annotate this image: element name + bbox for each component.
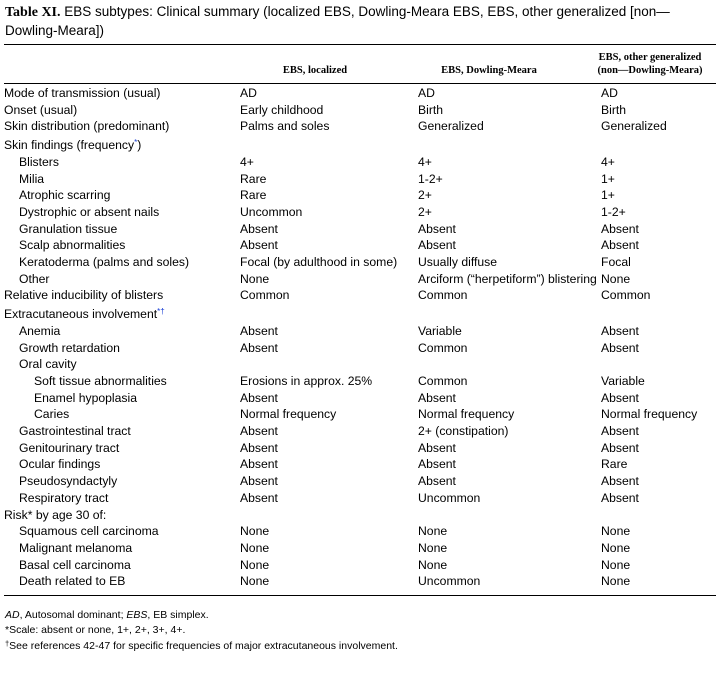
- table-row: [4, 523, 716, 540]
- row-label: [4, 507, 240, 524]
- row-label: [4, 390, 240, 407]
- cell-value: 4+: [601, 154, 615, 169]
- cell-value: Common: [601, 288, 651, 303]
- row-label: [4, 406, 240, 423]
- cell-c2: [240, 85, 418, 102]
- cell-value: None: [601, 271, 631, 286]
- cell-value: Uncommon: [240, 204, 303, 219]
- row-label: [4, 423, 240, 440]
- cell-c4: [601, 154, 716, 171]
- cell-value: Palms and soles: [240, 119, 330, 134]
- cell-value: Normal frequency: [240, 407, 337, 422]
- cell-c3: [418, 356, 601, 373]
- row-label: [4, 323, 240, 340]
- cell-c2: [240, 507, 418, 524]
- cell-c2: [240, 356, 418, 373]
- row-label-text: Caries: [34, 407, 70, 422]
- row-label: [4, 490, 240, 507]
- cell-value: Common: [418, 340, 468, 355]
- row-label-text: Squamous cell carcinoma: [19, 524, 159, 539]
- footnote-references: [5, 637, 716, 654]
- cell-value: 2+: [418, 204, 432, 219]
- cell-c4: [601, 254, 716, 271]
- cell-value: None: [601, 574, 631, 589]
- cell-c3: [418, 135, 601, 154]
- cell-value: None: [418, 524, 448, 539]
- cell-value: Absent: [240, 390, 278, 405]
- cell-c4: [601, 440, 716, 457]
- header-ebs-localized: EBS, localized: [282, 65, 348, 76]
- cell-c2: [240, 573, 418, 590]
- cell-value: Absent: [601, 440, 639, 455]
- table-row: [4, 373, 716, 390]
- footnote-marker: *†: [157, 307, 165, 317]
- cell-c4: [601, 221, 716, 238]
- cell-c4: [601, 490, 716, 507]
- cell-value: None: [240, 574, 270, 589]
- cell-c3: [418, 254, 601, 271]
- table-row: [4, 118, 716, 135]
- row-label-text: Extracutaneous involvement: [4, 307, 158, 322]
- row-label: [4, 573, 240, 590]
- table-row: [4, 356, 716, 373]
- cell-c4: [601, 406, 716, 423]
- cell-value: 2+: [418, 188, 432, 203]
- cell-c2: [240, 154, 418, 171]
- cell-value: Variable: [601, 373, 645, 388]
- table-row: [4, 254, 716, 271]
- table-row: [4, 85, 716, 102]
- cell-c2: [240, 490, 418, 507]
- cell-value: Absent: [240, 238, 278, 253]
- footnote-scale: *Scale: absent or none, 1+, 2+, 3+, 4+.: [5, 623, 186, 636]
- cell-value: Usually diffuse: [418, 255, 498, 270]
- row-label: [4, 237, 240, 254]
- cell-c4: [601, 540, 716, 557]
- cell-value: Absent: [418, 440, 456, 455]
- caption-text: EBS subtypes: Clinical summary (localized EBS, Dowling-Meara EBS, EBS, other generalized [non—Dowling-Meara]): [5, 4, 670, 38]
- table-row: [4, 102, 716, 119]
- cell-value: Focal (by adulthood in some): [240, 255, 398, 270]
- cell-c4: [601, 118, 716, 135]
- cell-value: Absent: [601, 221, 639, 236]
- cell-c3: [418, 490, 601, 507]
- cell-value: Generalized: [601, 119, 667, 134]
- table-row: [4, 440, 716, 457]
- table-row: [4, 340, 716, 357]
- row-label-text: Pseudosyndactyly: [19, 474, 118, 489]
- cell-c2: [240, 340, 418, 357]
- cell-value: 4+: [418, 154, 432, 169]
- cell-value: None: [601, 557, 631, 572]
- table-row: [4, 187, 716, 204]
- row-label-text: Granulation tissue: [19, 221, 118, 236]
- cell-value: AD: [240, 86, 257, 100]
- cell-c3: [418, 340, 601, 357]
- cell-value: Common: [240, 288, 290, 303]
- footnote-dagger: †: [5, 639, 10, 649]
- cell-c2: [240, 373, 418, 390]
- cell-c4: [601, 85, 716, 102]
- cell-value: None: [601, 540, 631, 555]
- cell-c3: [418, 540, 601, 557]
- cell-c4: [601, 473, 716, 490]
- row-label: [4, 473, 240, 490]
- cell-value: Rare: [240, 171, 267, 186]
- row-label-text: Skin distribution (predominant): [4, 119, 170, 134]
- cell-c4: [601, 373, 716, 390]
- cell-c3: [418, 523, 601, 540]
- cell-c3: [418, 304, 601, 323]
- row-label: [4, 154, 240, 171]
- cell-value: Absent: [601, 474, 639, 489]
- cell-value: Absent: [240, 457, 278, 472]
- table-row: [4, 507, 716, 524]
- row-label-suffix: ): [137, 138, 142, 153]
- cell-c4: [601, 456, 716, 473]
- cell-value: Absent: [240, 474, 278, 489]
- cell-c4: [601, 135, 716, 154]
- row-label-text: Risk* by age 30 of:: [4, 507, 107, 522]
- cell-c4: [601, 204, 716, 221]
- cell-c3: [418, 456, 601, 473]
- cell-value: 1-2+: [418, 171, 443, 186]
- cell-c4: [601, 323, 716, 340]
- cell-value: Common: [418, 288, 468, 303]
- row-label-text: Soft tissue abnormalities: [34, 373, 167, 388]
- cell-value: Absent: [601, 323, 639, 338]
- row-label-text: Malignant melanoma: [19, 540, 133, 555]
- row-label-text: Ocular findings: [19, 457, 101, 472]
- cell-c2: [240, 473, 418, 490]
- table-row: [4, 221, 716, 238]
- table-header: [4, 45, 716, 83]
- table-row: [4, 423, 716, 440]
- table-row: [4, 204, 716, 221]
- cell-c2: [240, 423, 418, 440]
- row-label: [4, 557, 240, 574]
- table-row: [4, 540, 716, 557]
- row-label: [4, 340, 240, 357]
- footnote-text-ad: , Autosomal dominant;: [19, 609, 127, 622]
- row-label-text: Scalp abnormalities: [19, 238, 126, 253]
- cell-c2: [240, 540, 418, 557]
- cell-value: Erosions in approx. 25%: [240, 373, 373, 388]
- row-label: [4, 85, 240, 102]
- cell-c3: [418, 221, 601, 238]
- cell-value: Generalized: [418, 119, 484, 134]
- row-label-text: Gastrointestinal tract: [19, 424, 131, 439]
- row-label-text: Milia: [19, 171, 45, 186]
- row-label: [4, 187, 240, 204]
- cell-c2: [240, 204, 418, 221]
- cell-value: Absent: [240, 323, 278, 338]
- cell-value: 2+ (constipation): [418, 424, 509, 439]
- cell-c4: [601, 237, 716, 254]
- cell-c3: [418, 507, 601, 524]
- cell-value: Absent: [418, 221, 456, 236]
- row-label: [4, 171, 240, 188]
- row-label-text: Skin findings (frequency: [4, 138, 135, 153]
- table-row: [4, 135, 716, 154]
- cell-c3: [418, 557, 601, 574]
- row-label: [4, 456, 240, 473]
- cell-value: Common: [418, 373, 468, 388]
- table-row: [4, 237, 716, 254]
- cell-value: Absent: [601, 424, 639, 439]
- cell-value: Normal frequency: [418, 407, 515, 422]
- cell-value: Focal: [601, 255, 631, 270]
- table-row: [4, 490, 716, 507]
- cell-value: Absent: [418, 457, 456, 472]
- cell-value: Normal frequency: [601, 407, 698, 422]
- row-label-text: Oral cavity: [19, 357, 77, 372]
- table-row: [4, 304, 716, 323]
- cell-c4: [601, 287, 716, 304]
- data-table: [4, 85, 716, 590]
- cell-value: 1-2+: [601, 204, 626, 219]
- cell-c3: [418, 118, 601, 135]
- row-label-text: Genitourinary tract: [19, 440, 120, 455]
- cell-value: Absent: [601, 340, 639, 355]
- row-label-text: Dystrophic or absent nails: [19, 204, 160, 219]
- footnote-abbreviations: [5, 608, 716, 623]
- cell-value: None: [240, 524, 270, 539]
- row-label-text: Anemia: [19, 323, 61, 338]
- cell-value: None: [601, 524, 631, 539]
- cell-c2: [240, 456, 418, 473]
- footnote-abbr-ad: AD: [5, 609, 20, 622]
- cell-c4: [601, 356, 716, 373]
- row-label-text: Enamel hypoplasia: [34, 390, 137, 405]
- row-label: [4, 204, 240, 221]
- cell-c2: [240, 557, 418, 574]
- footnote-references-text: See references 42-47 for specific frequencies of major extracutaneous involvement.: [9, 640, 398, 653]
- cell-value: Absent: [601, 238, 639, 253]
- table-row: [4, 287, 716, 304]
- cell-c3: [418, 423, 601, 440]
- cell-value: Absent: [601, 390, 639, 405]
- cell-c3: [418, 406, 601, 423]
- table-row: [4, 154, 716, 171]
- row-label: [4, 356, 240, 373]
- row-label-text: Relative inducibility of blisters: [4, 288, 164, 303]
- cell-c3: [418, 323, 601, 340]
- row-label-text: Other: [19, 271, 50, 286]
- row-label: [4, 118, 240, 135]
- document: [4, 0, 716, 654]
- table-row: [4, 573, 716, 590]
- cell-c2: [240, 287, 418, 304]
- cell-value: Absent: [240, 440, 278, 455]
- table-row: [4, 171, 716, 188]
- cell-c3: [418, 573, 601, 590]
- cell-c2: [240, 390, 418, 407]
- table-row: [4, 271, 716, 288]
- cell-c3: [418, 237, 601, 254]
- table-row: [4, 406, 716, 423]
- cell-c3: [418, 154, 601, 171]
- cell-c2: [240, 187, 418, 204]
- cell-value: None: [240, 557, 270, 572]
- cell-value: Absent: [418, 474, 456, 489]
- cell-value: None: [418, 557, 448, 572]
- header-col4-line2: (non—Dowling-Meara): [597, 65, 703, 76]
- cell-value: Absent: [418, 390, 456, 405]
- cell-c3: [418, 287, 601, 304]
- cell-c4: [601, 573, 716, 590]
- row-label: [4, 254, 240, 271]
- cell-value: 1+: [601, 171, 615, 186]
- cell-value: Uncommon: [418, 574, 481, 589]
- row-label-text: Keratoderma (palms and soles): [19, 255, 190, 270]
- cell-c2: [240, 221, 418, 238]
- header-ebs-dowling-meara: EBS, Dowling-Meara: [441, 65, 537, 76]
- cell-c4: [601, 102, 716, 119]
- table-caption: [5, 3, 716, 40]
- cell-value: Variable: [418, 323, 462, 338]
- cell-value: None: [240, 540, 270, 555]
- cell-c2: [240, 304, 418, 323]
- cell-value: Absent: [240, 340, 278, 355]
- cell-c4: [601, 271, 716, 288]
- cell-c3: [418, 204, 601, 221]
- cell-value: Birth: [601, 102, 627, 117]
- row-label: [4, 304, 240, 323]
- footnote-text-ebs: , EB simplex.: [147, 609, 209, 622]
- row-label: [4, 523, 240, 540]
- cell-c4: [601, 340, 716, 357]
- row-label: [4, 135, 240, 154]
- header-rule: [4, 83, 716, 84]
- cell-c2: [240, 406, 418, 423]
- header-col4-line1: EBS, other generalized: [598, 52, 702, 63]
- cell-c4: [601, 187, 716, 204]
- row-label: [4, 102, 240, 119]
- cell-c2: [240, 102, 418, 119]
- cell-c3: [418, 85, 601, 102]
- cell-c4: [601, 557, 716, 574]
- cell-c4: [601, 523, 716, 540]
- cell-value: Absent: [240, 221, 278, 236]
- cell-c3: [418, 187, 601, 204]
- cell-c3: [418, 390, 601, 407]
- cell-c2: [240, 523, 418, 540]
- header-ebs-other-generalized: [584, 51, 716, 77]
- table-number: Table XI.: [5, 5, 61, 20]
- cell-value: Rare: [240, 188, 267, 203]
- cell-c4: [601, 507, 716, 524]
- table-row: [4, 473, 716, 490]
- row-label-text: Mode of transmission (usual): [4, 86, 161, 100]
- cell-c3: [418, 102, 601, 119]
- cell-c3: [418, 440, 601, 457]
- row-label-text: Atrophic scarring: [19, 188, 111, 203]
- cell-value: Absent: [240, 424, 278, 439]
- row-label: [4, 440, 240, 457]
- cell-c2: [240, 171, 418, 188]
- footnotes: [5, 608, 716, 654]
- cell-value: 4+: [240, 154, 254, 169]
- row-label-text: Growth retardation: [19, 340, 120, 355]
- table-body: [4, 85, 716, 590]
- cell-c2: [240, 323, 418, 340]
- cell-c4: [601, 423, 716, 440]
- row-label: [4, 271, 240, 288]
- bottom-rule: [4, 595, 716, 596]
- cell-c3: [418, 271, 601, 288]
- footnote-abbr-ebs: EBS: [126, 609, 148, 622]
- cell-value: Absent: [418, 238, 456, 253]
- row-label-text: Onset (usual): [4, 102, 78, 117]
- cell-value: None: [240, 271, 270, 286]
- cell-value: AD: [418, 86, 435, 100]
- row-label: [4, 540, 240, 557]
- footnote-marker: *: [134, 138, 138, 148]
- cell-c2: [240, 254, 418, 271]
- row-label-text: Blisters: [19, 154, 59, 169]
- cell-value: Uncommon: [418, 490, 481, 505]
- table-row: [4, 557, 716, 574]
- cell-c2: [240, 440, 418, 457]
- row-label: [4, 373, 240, 390]
- cell-c2: [240, 118, 418, 135]
- cell-value: Arciform (“herpetiform”) blistering: [418, 271, 597, 286]
- cell-value: AD: [601, 86, 618, 100]
- row-label-text: Death related to EB: [19, 574, 126, 589]
- table-row: [4, 456, 716, 473]
- cell-c2: [240, 135, 418, 154]
- cell-c4: [601, 390, 716, 407]
- table-row: [4, 390, 716, 407]
- cell-value: Absent: [240, 490, 278, 505]
- cell-value: None: [418, 540, 448, 555]
- cell-value: Birth: [418, 102, 444, 117]
- cell-value: Early childhood: [240, 102, 324, 117]
- cell-value: Absent: [601, 490, 639, 505]
- cell-c3: [418, 171, 601, 188]
- cell-c3: [418, 473, 601, 490]
- cell-c4: [601, 171, 716, 188]
- table-row: [4, 323, 716, 340]
- cell-c2: [240, 237, 418, 254]
- cell-c3: [418, 373, 601, 390]
- cell-value: Rare: [601, 457, 628, 472]
- row-label-text: Respiratory tract: [19, 490, 109, 505]
- row-label: [4, 221, 240, 238]
- row-label-text: Basal cell carcinoma: [19, 557, 131, 572]
- cell-c4: [601, 304, 716, 323]
- cell-value: 1+: [601, 188, 615, 203]
- cell-c2: [240, 271, 418, 288]
- row-label: [4, 287, 240, 304]
